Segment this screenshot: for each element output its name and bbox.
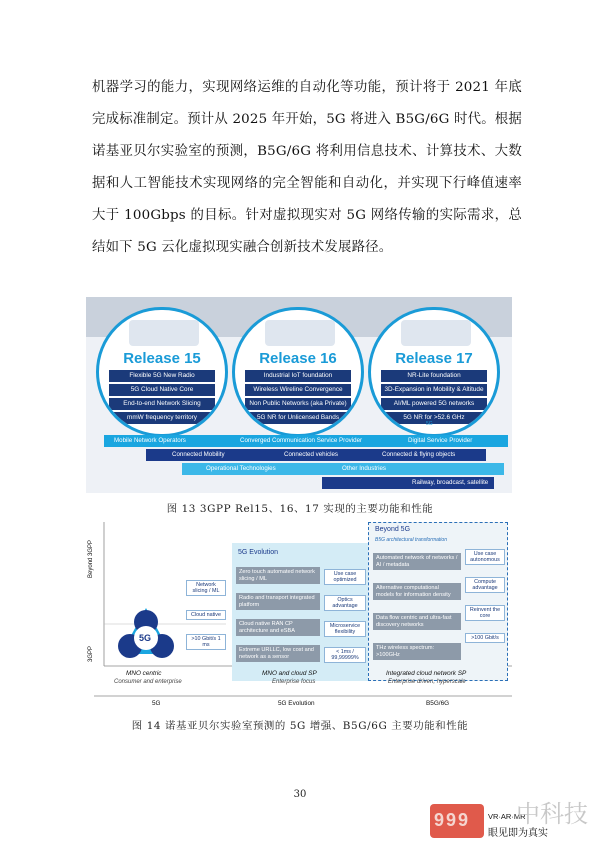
- release-item: 5G NR for >52.6 GHz: [381, 412, 487, 424]
- left-tag: >10 Gbit/s 1 ms: [186, 634, 226, 650]
- band-label: Converged Communication Service Provider: [240, 437, 363, 444]
- band-railway: [322, 477, 494, 489]
- release-item: NR-Lite foundation: [381, 370, 487, 382]
- evolution-item: Zero touch automated network slicing / ML: [236, 567, 320, 584]
- figure-14-caption: 图 14 诺基亚贝尔实验室预测的 5G 增强、B5G/6G 主要功能和性能: [131, 720, 469, 732]
- release-item: mmW frequency territory: [109, 412, 215, 424]
- beyond-tag: Use case autonomous: [465, 549, 505, 565]
- watermark-logo: [424, 794, 600, 848]
- timeline-label: 5G: [152, 700, 161, 707]
- figure-13-caption: 图 13 3GPP Rel15、16、17 实现的主要功能和性能: [166, 503, 434, 515]
- beyond-item: Data flow centric and ultra-fast discovery networks: [373, 613, 461, 630]
- watermark-brand: 中科技: [516, 801, 588, 828]
- beyond-subtitle: B5G architectural transformation: [375, 537, 447, 543]
- beyond-item: THz wireless spectrum: >100GHz: [373, 643, 461, 660]
- column-subtitle: Consumer and enterprise: [114, 679, 182, 685]
- left-tag: Cloud native: [186, 610, 226, 620]
- release-item: End-to-end Network Slicing: [109, 398, 215, 410]
- column-subtitle: Enterprise driven, hyperscale: [388, 679, 466, 685]
- evolution-title: 5G Evolution: [238, 549, 279, 556]
- release-title: Release 15: [123, 350, 201, 367]
- watermark-text1: VR·AR·MR: [488, 812, 526, 821]
- evolution-tag: Microservice flexibility: [324, 621, 366, 637]
- release-17-illustration: [401, 320, 471, 346]
- release-item: AI/ML powered 5G networks: [381, 398, 487, 410]
- center-5g-label: 5G: [139, 633, 152, 643]
- evolution-panel: [232, 543, 370, 681]
- evolution-tag: < 1ms / 99,99999%: [324, 647, 366, 663]
- page-number: 30: [293, 789, 307, 800]
- beyond-5g-panel: [368, 522, 508, 681]
- release-item: 5G Cloud Native Core: [109, 384, 215, 396]
- release-item: Flexible 5G New Radio: [109, 370, 215, 382]
- band-mobility: [146, 449, 486, 461]
- beyond-tag: Compute advantage: [465, 577, 505, 593]
- watermark-logo-mark: 999: [430, 804, 484, 838]
- release-16-illustration: [265, 320, 335, 346]
- column-title: Integrated cloud network SP: [386, 670, 467, 677]
- beyond-tag: Reinvent the core: [465, 605, 505, 621]
- release-title: Release 16: [259, 350, 337, 367]
- evolution-item: Cloud native RAN CP architecture and eSBA: [236, 619, 320, 636]
- release-15-circle: [96, 307, 228, 437]
- figure-3gpp-releases: [86, 297, 512, 493]
- evolution-tag: Use case optimized: [324, 569, 366, 585]
- band-label: Other Industries: [342, 465, 387, 472]
- beyond-tag: >100 Gbit/s: [465, 633, 505, 643]
- column-title: MNO centric: [126, 670, 162, 677]
- left-tag: Network slicing / ML: [186, 580, 226, 596]
- watermark-text2: 眼见即为真实: [488, 828, 548, 839]
- figure-nokia-5g-evolution: [86, 516, 514, 712]
- column-subtitle: Enterprise focus: [272, 679, 316, 685]
- y-axis-top-label: Beyond 3GPP: [88, 539, 94, 578]
- release-item: Wireless Wireline Convergence: [245, 384, 351, 396]
- band-label: Railway, broadcast, satellite: [412, 479, 489, 486]
- band-label: Connected & flying objects: [382, 451, 456, 458]
- release-item: 3D-Expansion in Mobility & Altitude: [381, 384, 487, 396]
- release-item: 5G NR for Unlicensed Bands: [245, 412, 351, 424]
- release-item: Industrial IoT foundation: [245, 370, 351, 382]
- beyond-item: Automated network of networks / AI / metadata: [373, 553, 461, 570]
- beyond-item: Alternative computational models for information density: [373, 583, 461, 600]
- band-service-provider: [104, 435, 508, 447]
- band-label: Connected vehicles: [284, 451, 339, 458]
- beyond-title: Beyond 5G: [375, 526, 411, 533]
- evolution-item: Extreme URLLC, low cost and network as a sensor: [236, 645, 320, 662]
- band-industries: [182, 463, 504, 475]
- release-15-illustration: [129, 320, 199, 346]
- band-label: Connected Mobility: [172, 451, 225, 458]
- evolution-tag: Optics advantage: [324, 595, 366, 611]
- release-16-circle: [232, 307, 364, 437]
- 5g-marker-label: 5G: [426, 421, 433, 427]
- body-paragraph: 机器学习的能力，实现网络运维的自动化等功能，预计将于 2021 年底完成标准制定。预计从 2025 年开始，5G 将进入 B5G/6G 时代。根据诺基亚贝尔实验室的预测，B5G/6G 将利用信息技术、计算技术、大数据和人工智能技术实现网络的完全智能和自动化，并实现下行峰值速率大于 100Gbps 的目标。针对虚拟现实对 5G 网络传输的实际需求，总结如下 5G 云化虚拟现实融合创新技术发展路径。: [92, 80, 522, 255]
- release-item: Non Public Networks (aka Private): [245, 398, 351, 410]
- y-axis-bottom-label: 3GPP: [88, 645, 94, 662]
- column-title: MNO and cloud SP: [262, 670, 317, 677]
- release-17-circle: [368, 307, 500, 437]
- band-label: Operational Technologies: [206, 465, 276, 472]
- timeline-label: B5G/6G: [426, 700, 450, 707]
- band-label: Digital Service Provider: [408, 437, 473, 444]
- timeline-label: 5G Evolution: [278, 700, 315, 707]
- band-label: Mobile Network Operators: [114, 437, 186, 444]
- evolution-item: Radio and transport integrated platform: [236, 593, 320, 610]
- release-title: Release 17: [395, 350, 473, 367]
